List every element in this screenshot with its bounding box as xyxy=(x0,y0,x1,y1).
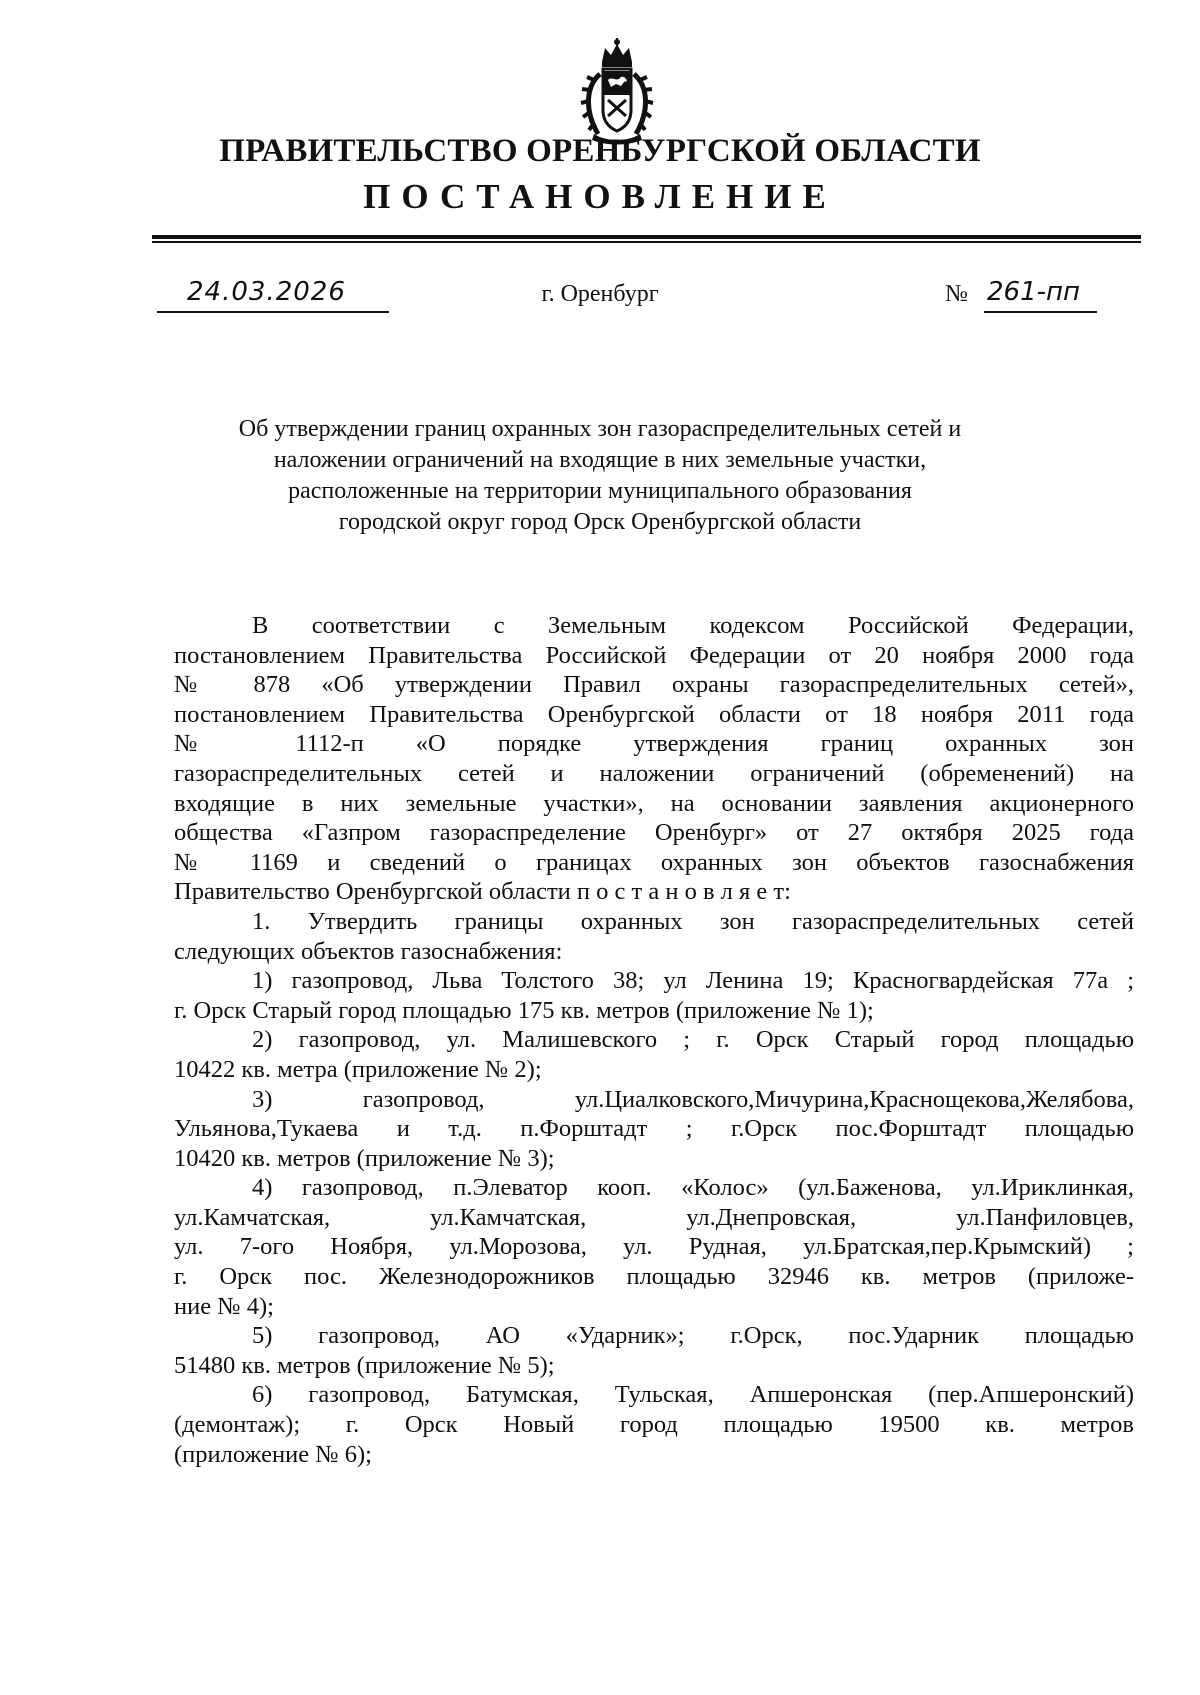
document-type-title: ПОСТАНОВЛЕНИЕ xyxy=(363,177,837,216)
date-underline xyxy=(157,311,389,313)
list-item-continuation: ул. 7-ого Ноября, ул.Морозова, ул. Рудная, ул.Братская,пер.Крымский) ; xyxy=(174,1233,1134,1261)
list-item: 5) газопровод, АО «Ударник»; г.Орск, пос.Ударник площадью xyxy=(252,1322,1134,1350)
list-item: 1) газопровод, Льва Толстого 38; ул Ленина 19; Красногвардейская 77а ; xyxy=(252,967,1134,995)
list-item-continuation: (приложение № 6); xyxy=(174,1440,372,1468)
body-line: В соответствии с Земельным кодексом Российской Федерации, xyxy=(252,612,1134,639)
list-item-continuation: 10422 кв. метра (приложение № 2); xyxy=(174,1055,542,1083)
body-line: № 1112-п «О порядке утверждения границ охранных зон xyxy=(174,730,1134,758)
document-subject xyxy=(150,414,1050,538)
list-item-heading: 1. Утвердить границы охранных зон газораспределительных сетей xyxy=(252,907,1134,935)
list-item-continuation: г. Орск Старый город площадью 175 кв. метров (приложение № 1); xyxy=(174,996,874,1024)
document-body xyxy=(174,611,1134,1469)
list-item-continuation: 51480 кв. метров (приложение № 5); xyxy=(174,1351,555,1379)
number-underline xyxy=(984,311,1097,313)
list-item: 6) газопровод, Батумская, Тульская, Апшеронская (пер.Апшеронский) xyxy=(252,1381,1134,1409)
subject-line: наложении ограничений на входящие в них земельные участки, xyxy=(273,447,927,473)
document-number: 261-пп xyxy=(987,277,1081,307)
header-divider-thin xyxy=(152,241,1141,243)
document-city: г. Оренбург xyxy=(541,281,659,307)
subject-line: городской округ город Орск Оренбургской области xyxy=(338,509,862,535)
body-line: следующих объектов газоснабжения: xyxy=(174,937,563,965)
body-line: Правительство Оренбургской области п о с т а н о в л я е т: xyxy=(174,878,791,906)
subject-line: расположенные на территории муниципального образования xyxy=(288,478,912,504)
body-line: № 1169 и сведений о границах охранных зон объектов газоснабжения xyxy=(174,848,1134,876)
list-item: 2) газопровод, ул. Малишевского ; г. Орск Старый город площадью xyxy=(252,1026,1134,1054)
header-divider-thick xyxy=(152,235,1141,239)
body-line: постановлением Правительства Российской Федерации от 20 ноября 2000 года xyxy=(174,641,1134,669)
list-item-continuation: (демонтаж); г. Орск Новый город площадью 19500 кв. метров xyxy=(174,1411,1134,1439)
organization-title: ПРАВИТЕЛЬСТВО ОРЕНБУРГСКОЙ ОБЛАСТИ xyxy=(219,133,981,169)
list-item-continuation: Ульянова,Тукаева и т.д. п.Форштадт ; г.Орск пос.Форштадт площадью xyxy=(174,1115,1134,1143)
body-line: газораспределительных сетей и наложении ограничений (обременений) на xyxy=(174,759,1134,787)
list-item-continuation: г. Орск пос. Железнодорожников площадью 32946 кв. метров (приложе- xyxy=(174,1263,1134,1291)
body-line: постановлением Правительства Оренбургской области от 18 ноября 2011 года xyxy=(174,700,1134,728)
subject-line: Об утверждении границ охранных зон газораспределительных сетей и xyxy=(238,416,962,442)
list-item-continuation: ние № 4); xyxy=(174,1292,274,1320)
list-item: 4) газопровод, п.Элеватор кооп. «Колос» (ул.Баженова, ул.Ириклинкая, xyxy=(252,1174,1134,1202)
document-date: 24.03.2026 xyxy=(187,277,346,307)
number-sign: № xyxy=(945,281,968,307)
coat-of-arms-icon xyxy=(580,38,654,146)
body-line: № 878 «Об утверждении Правил охраны газораспределительных сетей», xyxy=(174,671,1134,699)
list-item-continuation: 10420 кв. метров (приложение № 3); xyxy=(174,1144,555,1172)
list-item-continuation: ул.Камчатская, ул.Камчатская, ул.Днепровская, ул.Панфиловцев, xyxy=(174,1203,1134,1231)
list-item: 3) газопровод, ул.Циалковского,Мичурина,Краснощекова,Желябова, xyxy=(252,1085,1134,1113)
body-line: входящие в них земельные участки», на основании заявления акционерного xyxy=(174,789,1134,817)
body-line: общества «Газпром газораспределение Оренбург» от 27 октября 2025 года xyxy=(174,819,1134,847)
